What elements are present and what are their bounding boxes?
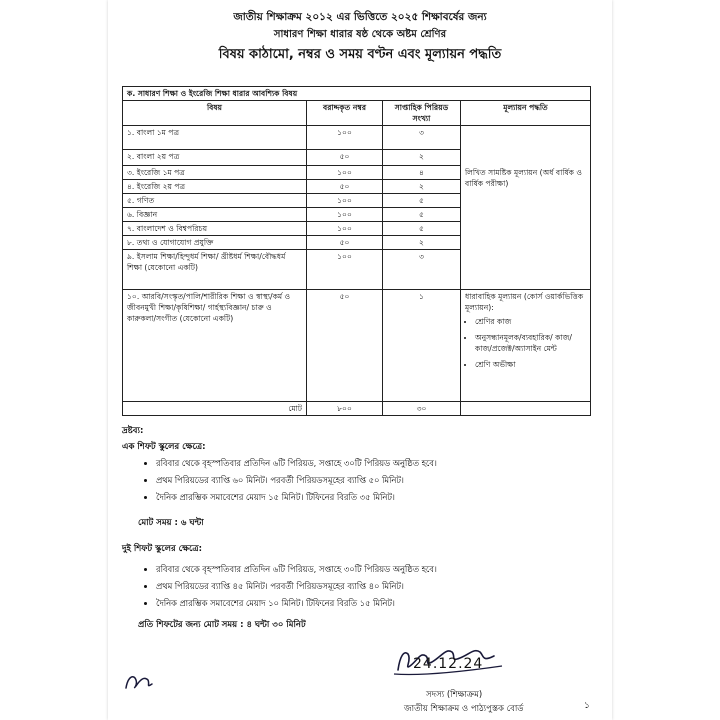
marks-cell: ৫০ xyxy=(307,236,383,250)
column-header-periods: সাপ্তাহিক পিরিয়ড সংখ্যা xyxy=(383,101,461,126)
subject-cell: ১০. আরবি/সংস্কৃত/পালি/শারীরিক শিক্ষা ও স্বাস্থ্য/কর্ম ও জীবনমুখী শিক্ষা/কৃষিশিক্ষা/ গার্হস্থ্যবিজ্ঞান/ চারু ও কারুকলা/সংগীত (যেকোনো একটি) xyxy=(123,290,307,402)
single-shift-total-time: মোট সময় : ৬ ঘন্টা xyxy=(138,518,204,528)
page-number: ১ xyxy=(584,701,590,711)
subject-cell: ৯. ইসলাম শিক্ষা/হিন্দুধর্ম শিক্ষা/ খ্রীষ্টধর্ম শিক্ষা/বৌদ্ধধর্ম শিক্ষা (যেকোনো একটি) xyxy=(123,250,307,290)
evaluation-summative-cell xyxy=(461,126,591,290)
periods-cell: ৪ xyxy=(383,166,461,180)
list-item: • প্রথম পিরিয়ডের ব্যাপ্তি ৬০ মিনিট। পরবর্তী পিরিয়ডসমূহের ব্যাপ্তি ৫০ মিনিট। xyxy=(156,472,437,489)
list-item: • দৈনিক প্রারম্ভিক সমাবেশের মেয়াদ ১০ মিনিট। টিফিনের বিরতি ১৫ মিনিট। xyxy=(156,595,437,612)
periods-cell: ২ xyxy=(383,150,461,166)
marks-cell: ১০০ xyxy=(307,222,383,236)
subject-cell: ৪. ইংরেজি ২য় পত্র xyxy=(123,180,307,194)
marks-cell: ১০০ xyxy=(307,250,383,290)
list-item: • দৈনিক প্রারম্ভিক সমাবেশের মেয়াদ ১৫ মিনিট। টিফিনের বিরতি ৩৫ মিনিট। xyxy=(156,489,437,506)
table-header-row xyxy=(123,101,591,126)
periods-cell: ২ xyxy=(383,180,461,194)
column-header-evaluation: মূল্যায়ন পদ্ধতি xyxy=(461,101,591,126)
single-shift-title: এক শিফট স্কুলের ক্ষেত্রে: xyxy=(122,442,206,452)
table-section-title: ক. সাধারণ শিক্ষা ও ইংরেজি শিক্ষা ধারার আবশ্যিক বিষয় xyxy=(123,87,591,101)
marks-cell: ১০০ xyxy=(307,126,383,150)
double-shift-total-time: প্রতি শিফটের জন্য মোট সময় : ৪ ঘন্টা ৩০ মিনিট xyxy=(138,620,306,630)
single-shift-list xyxy=(142,455,437,506)
evaluation-summative-text: লিখিত সামষ্টিক মূল্যায়ন (অর্ধ বার্ষিক ও বার্ষিক পরীক্ষা) xyxy=(465,168,582,188)
subject-cell: ৩. ইংরেজি ১ম পত্র xyxy=(123,166,307,180)
document-page xyxy=(108,0,612,720)
table-total-row xyxy=(123,402,591,416)
table-section-row xyxy=(123,87,591,101)
notes-label: দ্রষ্টব্য: xyxy=(122,426,144,436)
total-empty-cell xyxy=(461,402,591,416)
list-item: • রবিবার থেকে বৃহস্পতিবার প্রতিদিন ৬টি পিরিয়ড, সপ্তাহে ৩০টি পিরিয়ড অনুষ্ঠিত হবে। xyxy=(156,455,437,472)
list-item: • প্রথম পিরিয়ডের ব্যাপ্তি ৪৫ মিনিট। পরবর্তী পিরিয়ডসমূহের ব্যাপ্তি ৪০ মিনিট। xyxy=(156,578,437,595)
list-item: • শ্রেণির কাজ xyxy=(475,316,586,327)
periods-cell: ৩ xyxy=(383,250,461,290)
signature-left-icon xyxy=(122,668,156,694)
table-row xyxy=(123,290,591,402)
periods-cell: ২ xyxy=(383,236,461,250)
header-line-1: জাতীয় শিক্ষাক্রম ২০১২ এর ভিত্তিতে ২০২৫ শিক্ষাবর্ষের জন্য xyxy=(233,11,487,23)
subject-cell: ৬. বিজ্ঞান xyxy=(123,208,307,222)
header-line-2: সাধারণ শিক্ষা ধারার ষষ্ঠ থেকে অষ্টম শ্রেণির xyxy=(273,29,447,40)
table-row xyxy=(123,126,591,150)
total-marks: ৮০০ xyxy=(307,402,383,416)
total-periods: ৩০ xyxy=(383,402,461,416)
subject-structure-table xyxy=(122,86,591,416)
subject-cell: ৮. তথ্য ও যোগাযোগ প্রযুক্তি xyxy=(123,236,307,250)
subject-cell: ৫. গণিত xyxy=(123,194,307,208)
subject-cell: ২. বাংলা ২য় পত্র xyxy=(123,150,307,166)
subject-cell: ১. বাংলা ১ম পত্র xyxy=(123,126,307,150)
marks-cell: ১০০ xyxy=(307,166,383,180)
marks-cell: ৫০ xyxy=(307,180,383,194)
periods-cell: ৫ xyxy=(383,222,461,236)
list-item: • শ্রেণি অভীক্ষা xyxy=(475,359,586,370)
marks-cell: ৫০ xyxy=(307,290,383,402)
signature-date: 24.12.24 xyxy=(413,656,484,672)
seal-designation: সদস্য (শিক্ষাক্রম) xyxy=(426,690,483,700)
seal-organization: জাতীয় শিক্ষাক্রম ও পাঠ্যপুস্তক বোর্ড xyxy=(404,704,524,714)
list-item: • অনুসন্ধানমূলক/ব্যবহারিক/ কাজ/কাজ/প্রজেক্ট/অ্যাসাইন মেন্ট xyxy=(475,332,586,354)
document-title: বিষয় কাঠামো, নম্বর ও সময় বণ্টন এবং মূল্যায়ন পদ্ধতি xyxy=(218,47,502,62)
column-header-subject: বিষয় xyxy=(123,101,307,126)
evaluation-formative-cell xyxy=(461,290,591,402)
periods-cell: ৩ xyxy=(383,126,461,150)
double-shift-list xyxy=(142,561,437,612)
marks-cell: ১০০ xyxy=(307,194,383,208)
marks-cell: ১০০ xyxy=(307,208,383,222)
evaluation-formative-list xyxy=(465,316,586,370)
marks-cell: ৫০ xyxy=(307,150,383,166)
column-header-marks: বরাদ্দকৃত নম্বর xyxy=(307,101,383,126)
double-shift-title: দুই শিফট স্কুলের ক্ষেত্রে: xyxy=(122,544,203,554)
list-item: • রবিবার থেকে বৃহস্পতিবার প্রতিদিন ৬টি পিরিয়ড, সপ্তাহে ৩০টি পিরিয়ড অনুষ্ঠিত হবে। xyxy=(156,561,437,578)
subject-cell: ৭. বাংলাদেশ ও বিশ্বপরিচয় xyxy=(123,222,307,236)
periods-cell: ৫ xyxy=(383,208,461,222)
periods-cell: ৫ xyxy=(383,194,461,208)
total-label: মোট xyxy=(123,402,307,416)
evaluation-formative-title: ধারাবাহিক মূল্যায়ন (কোর্স ওয়ার্কভিত্তিক মূল্যায়ন): xyxy=(465,292,584,312)
periods-cell: ১ xyxy=(383,290,461,402)
